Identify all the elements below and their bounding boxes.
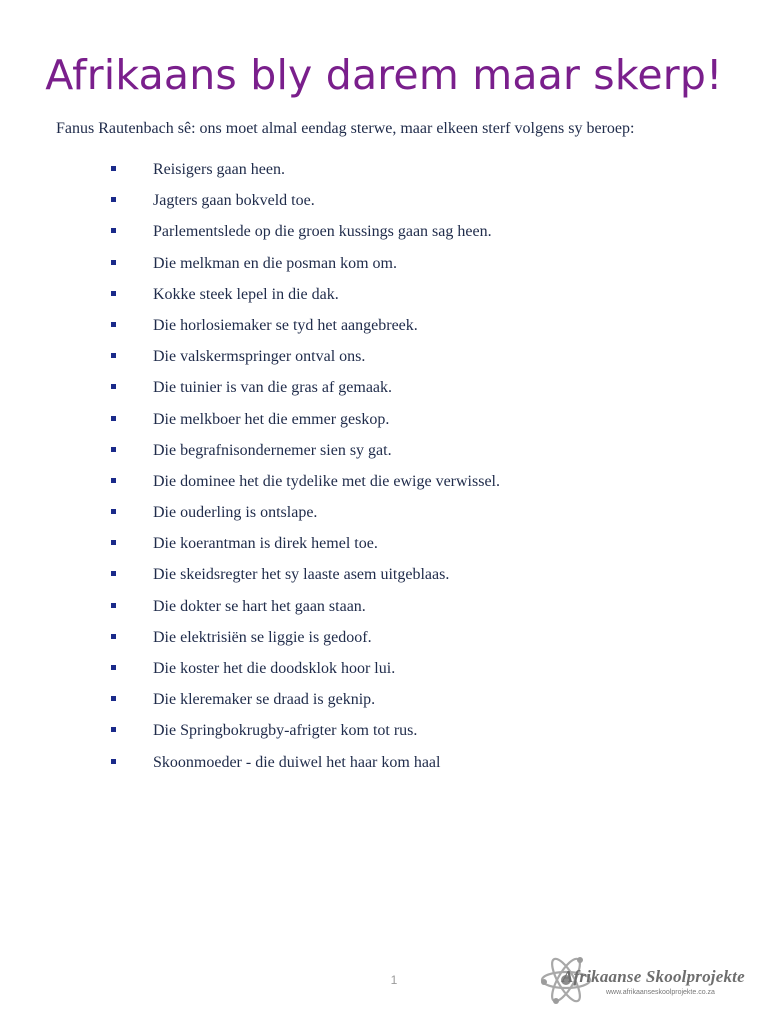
- list-item: [0, 593, 768, 624]
- list-item: [0, 406, 768, 437]
- square-bullet-icon: [111, 384, 116, 389]
- list-item-text: Die koster het die doodsklok hoor lui.: [153, 660, 396, 677]
- square-bullet-icon: [111, 166, 116, 171]
- list-item: [0, 655, 768, 686]
- square-bullet-icon: [111, 571, 116, 576]
- document-title: Afrikaans bly darem maar skerp!: [45, 51, 723, 99]
- list-item: [0, 250, 768, 281]
- square-bullet-icon: [111, 197, 116, 202]
- page-number: 1: [390, 973, 398, 987]
- list-item-text: Die koerantman is direk hemel toe.: [153, 535, 378, 553]
- list-item: [0, 312, 768, 343]
- list-item-text: Die valskermspringer ontval ons.: [153, 348, 366, 366]
- square-bullet-icon: [111, 540, 116, 545]
- square-bullet-icon: [111, 228, 116, 233]
- list-item: [0, 686, 768, 717]
- list-item-text: Parlementslede op die groen kussings gaan sag heen.: [153, 223, 492, 241]
- list-item: [0, 187, 768, 218]
- square-bullet-icon: [111, 634, 116, 639]
- square-bullet-icon: [111, 665, 116, 670]
- list-item: [0, 468, 768, 499]
- profession-list: [0, 156, 768, 780]
- list-item-text: Die Springbokrugby-afrigter kom tot rus.: [153, 722, 418, 740]
- square-bullet-icon: [111, 696, 116, 701]
- logo-title: Afrikaanse Skoolprojekte: [562, 967, 745, 986]
- list-item-text: Die melkboer het die emmer geskop.: [153, 410, 390, 428]
- square-bullet-icon: [111, 509, 116, 514]
- logo-url: www.afrikaanseskoolprojekte.co.za: [606, 989, 715, 996]
- square-bullet-icon: [111, 759, 116, 764]
- list-item-text: Die elektrisiën se liggie is gedoof.: [153, 628, 372, 646]
- list-item-text: Die dominee het die tydelike met die ewige verwissel.: [153, 472, 500, 490]
- square-bullet-icon: [111, 603, 116, 608]
- list-item-text: Die kleremaker se draad is geknip.: [153, 691, 376, 709]
- list-item: [0, 499, 768, 530]
- list-item-text: Die melkman en die posman kom om.: [153, 254, 397, 272]
- list-item: [0, 624, 768, 655]
- list-item: [0, 530, 768, 561]
- square-bullet-icon: [111, 727, 116, 732]
- square-bullet-icon: [111, 260, 116, 265]
- list-item: [0, 749, 768, 780]
- list-item: [0, 343, 768, 374]
- list-item: [0, 156, 768, 187]
- footer-logo: [536, 952, 745, 1010]
- list-item-text: Reisigers gaan heen.: [153, 161, 285, 178]
- list-item: [0, 281, 768, 312]
- square-bullet-icon: [111, 447, 116, 452]
- list-item-text: Die begrafnisondernemer sien sy gat.: [153, 441, 392, 459]
- square-bullet-icon: [111, 416, 116, 421]
- square-bullet-icon: [111, 322, 116, 327]
- square-bullet-icon: [111, 291, 116, 296]
- list-item: [0, 561, 768, 592]
- list-item-text: Die dokter se hart het gaan staan.: [153, 597, 366, 615]
- list-item-text: Die tuinier is van die gras af gemaak.: [153, 379, 393, 397]
- list-item-text: Jagters gaan bokveld toe.: [153, 192, 315, 210]
- list-item-text: Die skeidsregter het sy laaste asem uitgeblaas.: [153, 566, 450, 584]
- list-item-text: Die horlosiemaker se tyd het aangebreek.: [153, 316, 418, 334]
- square-bullet-icon: [111, 353, 116, 358]
- square-bullet-icon: [111, 478, 116, 483]
- list-item: [0, 218, 768, 249]
- list-item-text: Die ouderling is ontslape.: [153, 504, 318, 522]
- list-item: [0, 717, 768, 748]
- intro-paragraph: Fanus Rautenbach sê: ons moet almal eendag sterwe, maar elkeen sterf volgens sy beroep:: [56, 120, 635, 137]
- list-item-text: Skoonmoeder - die duiwel het haar kom haal: [153, 753, 441, 771]
- list-item: [0, 374, 768, 405]
- list-item: [0, 437, 768, 468]
- list-item-text: Kokke steek lepel in die dak.: [153, 285, 339, 303]
